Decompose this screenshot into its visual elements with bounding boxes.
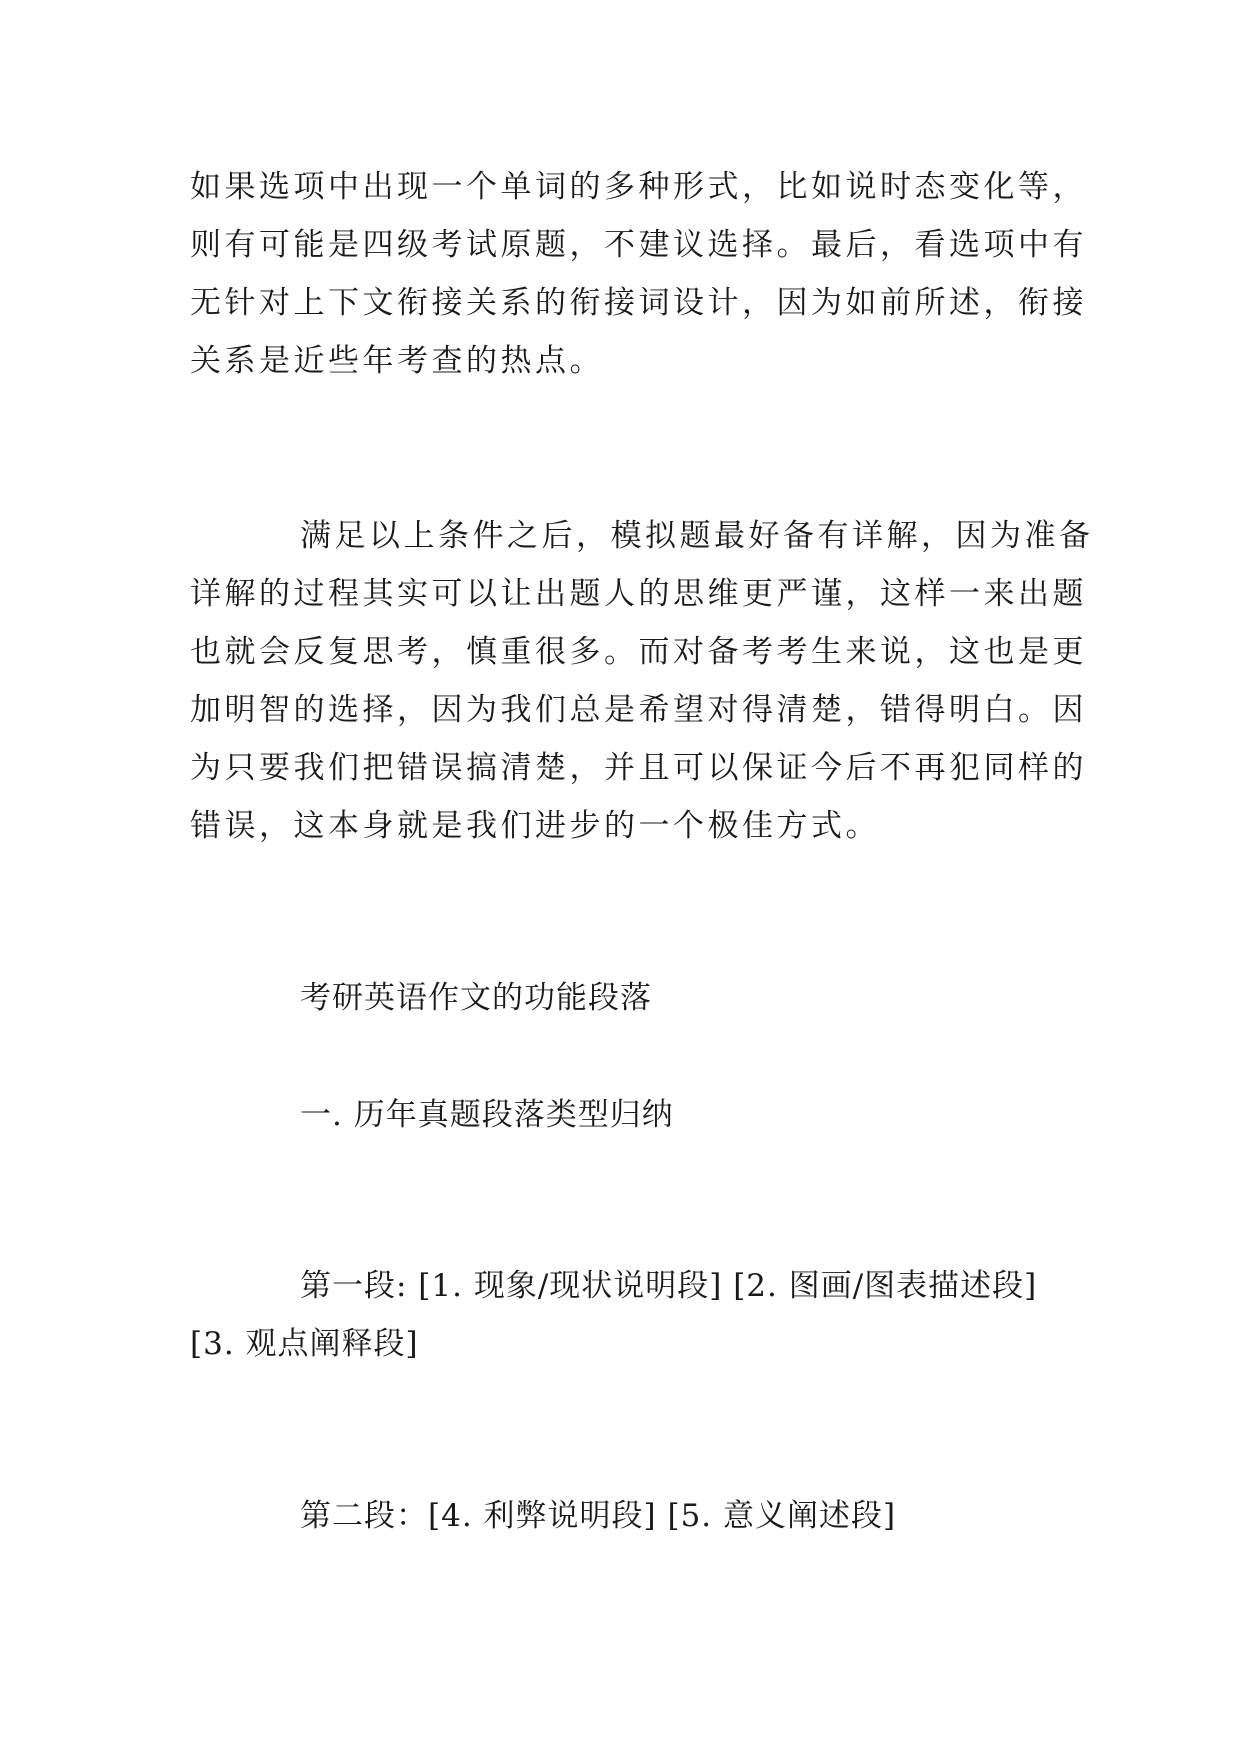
paragraph-1-line-3: 无针对上下文衔接关系的衔接词设计，因为如前所述，衔接: [190, 285, 1087, 321]
paragraph-1-line-2: 则有可能是四级考试原题，不建议选择。最后，看选项中有: [190, 227, 1087, 263]
item-1-line-1: 第一段: [1. 现象/现状说明段] [2. 图画/图表描述段]: [300, 1268, 1038, 1304]
paragraph-2-line-5: 为只要我们把错误搞清楚，并且可以保证今后不再犯同样的: [190, 750, 1087, 786]
paragraph-1-line-4: 关系是近些年考查的热点。: [190, 343, 604, 379]
item-2-line-1: 第二段：[4. 利弊说明段] [5. 意义阐述段]: [300, 1498, 897, 1534]
paragraph-2-line-2: 详解的过程其实可以让出题人的思维更严谨，这样一来出题: [190, 576, 1087, 612]
paragraph-1-line-1: 如果选项中出现一个单词的多种形式，比如说时态变化等，: [190, 169, 1087, 205]
item-1-line-2: [3. 观点阐释段]: [190, 1326, 419, 1362]
paragraph-2-line-1: 满足以上条件之后，模拟题最好备有详解，因为准备: [300, 518, 1094, 554]
paragraph-2-line-6: 错误，这本身就是我们进步的一个极佳方式。: [190, 808, 880, 844]
section-title: 一. 历年真题段落类型归纳: [300, 1097, 674, 1133]
paragraph-2-line-4: 加明智的选择，因为我们总是希望对得清楚，错得明白。因: [190, 692, 1087, 728]
heading: 考研英语作文的功能段落: [300, 980, 652, 1016]
paragraph-2-line-3: 也就会反复思考，慎重很多。而对备考考生来说，这也是更: [190, 634, 1087, 670]
